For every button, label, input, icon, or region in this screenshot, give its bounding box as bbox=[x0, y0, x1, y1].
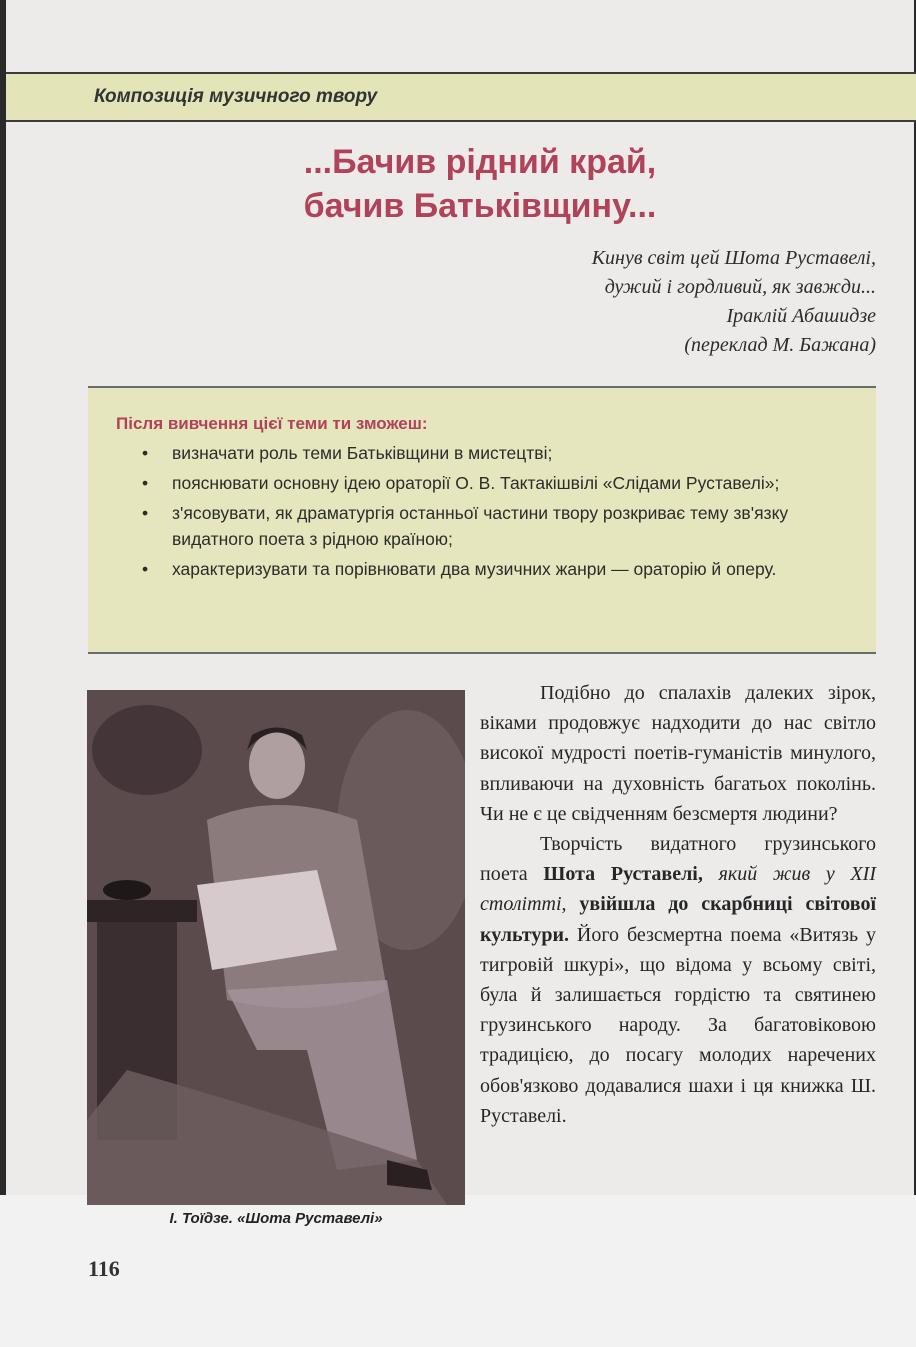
bullet-icon: • bbox=[142, 443, 149, 463]
portrait-illustration bbox=[87, 690, 465, 1205]
chapter-title-line1: ...Бачив рідний край, bbox=[303, 143, 657, 181]
list-item-text: характеризувати та порівнювати два музичних жанри — ораторію й оперу. bbox=[172, 559, 777, 579]
learning-goals-box bbox=[88, 386, 876, 654]
paragraph-text: Творчість видатного грузинського поета bbox=[480, 833, 876, 886]
section-title: Композиція музичного твору bbox=[94, 86, 378, 107]
epigraph bbox=[430, 244, 876, 360]
bullet-icon: • bbox=[142, 559, 149, 579]
body-text bbox=[480, 678, 876, 1131]
paragraph bbox=[480, 829, 876, 1131]
epigraph-author: Іраклій Абашидзе bbox=[726, 305, 876, 327]
epigraph-translator: (переклад М. Бажана) bbox=[684, 334, 876, 356]
learning-goals-title: Після вивчення цієї теми ти зможеш: bbox=[116, 414, 428, 433]
list-item bbox=[138, 556, 853, 582]
poet-name: Шота Руставелі, bbox=[543, 863, 703, 886]
emphasis-text: увійшла до скарбниці світової культури. bbox=[480, 893, 877, 946]
chapter-title bbox=[200, 140, 760, 228]
list-item bbox=[138, 470, 853, 496]
page-number: 116 bbox=[88, 1256, 120, 1281]
list-item bbox=[138, 500, 853, 552]
bullet-icon: • bbox=[142, 473, 149, 493]
portrait-drawing bbox=[87, 690, 465, 1205]
list-item-text: визначати роль теми Батьківщини в мистецтві; bbox=[172, 443, 553, 463]
learning-goals-list bbox=[138, 440, 853, 586]
list-item-text: з'ясовувати, як драматургія останньої частини твору розкриває тему зв'язку видатного поета з рідною країною; bbox=[172, 503, 789, 549]
epigraph-line1: Кинув світ цей Шота Руставелі, bbox=[591, 247, 876, 269]
list-item bbox=[138, 440, 853, 466]
chapter-title-line2: бачив Батьківщину... bbox=[303, 187, 657, 225]
list-item-text: пояснювати основну ідею ораторії О. В. Тактакішвілі «Слідами Руставелі»; bbox=[172, 473, 780, 493]
section-header bbox=[6, 72, 916, 122]
figure-caption: І. Тоїдзе. «Шота Руставелі» bbox=[169, 1210, 383, 1227]
century-note: який жив у XII столітті, bbox=[480, 863, 876, 916]
epigraph-line2: дужий і гордливий, як завжди... bbox=[604, 276, 876, 298]
paragraph: Подібно до спалахів далеких зірок, віками продовжує надходити до нас світло високої мудрості поетів-гуманістів минулого, впливаючи на духовність багатьох поколінь. Чи не є це свідченням безсмертя людини? bbox=[480, 682, 876, 825]
paragraph-text: Його безсмертна поема «Витязь у тигровій шкурі», що відома у всьому світі, була й залишається гордістю та святинею грузинського народу. За багатовіковою традицією, до посагу молодих наречених обов'язково додавалися шахи і ця книжка Ш. Руставелі. bbox=[480, 923, 877, 1127]
bullet-icon: • bbox=[142, 503, 149, 523]
